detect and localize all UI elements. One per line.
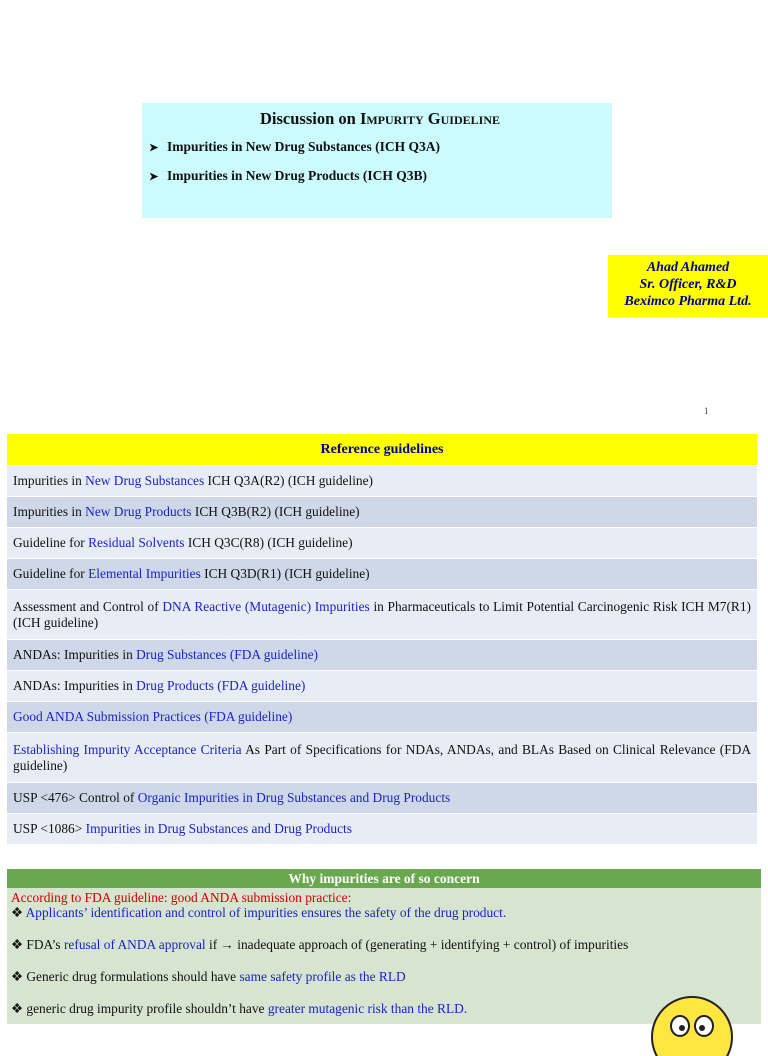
reference-row (7, 813, 757, 844)
reference-row-text (13, 678, 751, 694)
reference-row (7, 558, 757, 589)
concern-point-text: if → inadequate approach of (generating + identifying + control) of impurities (205, 937, 629, 952)
reference-link[interactable]: Drug Substances (FDA guideline) (136, 647, 318, 663)
reference-row-text (13, 709, 751, 725)
title-prefix: Discussion on (259, 109, 360, 128)
concern-intro: According to FDA guideline: good ANDA submission practice: (11, 890, 352, 905)
reference-link[interactable]: Impurities in Drug Substances and Drug Products (85, 821, 352, 837)
slide-title (148, 109, 612, 129)
reference-row-text (13, 566, 751, 582)
reference-row (7, 589, 757, 639)
bullet-text: Impurities in New Drug Products (ICH Q3B) (167, 168, 428, 183)
reference-row-text (13, 647, 751, 663)
diamond-bullet-icon: ❖ (11, 1001, 24, 1016)
reference-text: Guideline for (13, 566, 89, 582)
reference-text: ANDAs: Impurities in (13, 678, 137, 694)
reference-link[interactable]: New Drug Products (85, 504, 192, 520)
reference-row (7, 701, 757, 732)
concern-point-text: Applicants’ identification and control of impurities ensures the safety of the drug product. (25, 905, 507, 920)
concern-point (11, 969, 757, 984)
reference-text: ICH Q3A(R2) (ICH guideline) (204, 473, 374, 489)
reference-text: Assessment and Control of (13, 599, 163, 614)
reference-row-text (13, 599, 751, 630)
concern-point (11, 937, 757, 952)
reference-row (7, 496, 757, 527)
concern-header: Why impurities are of so concern (7, 869, 761, 888)
reference-link[interactable]: New Drug Substances (85, 473, 205, 489)
reference-text: Guideline for (13, 535, 89, 551)
reference-row (7, 527, 757, 558)
bullet-item (148, 168, 612, 184)
arrow-bullet-icon: ➤ (149, 141, 159, 154)
title-box (142, 103, 612, 218)
diamond-bullet-icon: ❖ (11, 969, 24, 984)
reference-link[interactable]: Good ANDA Submission Practices (FDA guideline) (13, 709, 293, 725)
author-box (608, 255, 768, 317)
concern-point-text: Generic drug formulations should have (26, 969, 240, 984)
reference-text: ICH Q3C(R8) (ICH guideline) (184, 535, 353, 551)
title-smallcaps: Impurity Guideline (359, 109, 500, 128)
reference-row (7, 639, 757, 670)
reference-text: Impurities in (13, 473, 86, 489)
concern-point-highlight: same safety profile as the RLD (239, 969, 406, 984)
arrow-bullet-icon: ➤ (149, 170, 159, 183)
reference-row (7, 465, 757, 496)
author-company: Beximco Pharma Ltd. (624, 294, 752, 309)
reference-row-text (13, 473, 751, 489)
diamond-bullet-icon: ❖ (11, 937, 24, 952)
diamond-bullet-icon: ❖ (11, 905, 24, 920)
bullet-text: Impurities in New Drug Substances (ICH Q3A) (167, 139, 441, 154)
reference-row-text (13, 821, 751, 837)
concern-panel (7, 869, 761, 1024)
reference-row-text (13, 742, 751, 773)
reference-row (7, 670, 757, 701)
reference-row-text (13, 504, 751, 520)
reference-text: Impurities in (13, 504, 86, 520)
concern-body (7, 888, 761, 1035)
reference-row (7, 782, 757, 813)
reference-link[interactable]: Elemental Impurities (88, 566, 201, 582)
reference-link[interactable]: DNA Reactive (Mutagenic) Impurities (162, 599, 370, 614)
concern-point-highlight: greater mutagenic risk than the RLD. (267, 1001, 468, 1016)
reference-text: USP <1086> (13, 821, 86, 837)
author-name: Ahad Ahamed (646, 260, 730, 275)
reference-rows (7, 465, 757, 844)
page-number: 1 (704, 406, 709, 416)
bullet-item (148, 139, 612, 155)
reference-text: ANDAs: Impurities in (13, 647, 137, 663)
author-position: Sr. Officer, R&D (639, 277, 737, 292)
concern-point (11, 1001, 757, 1016)
concern-point-highlight: refusal of ANDA approval (63, 937, 206, 952)
reference-text: USP <476> Control of (13, 790, 138, 806)
reference-link[interactable]: Residual Solvents (88, 535, 185, 551)
reference-header: Reference guidelines (7, 434, 757, 465)
reference-table (7, 434, 757, 844)
concern-point (11, 905, 757, 920)
smiley-face-icon (651, 996, 733, 1056)
reference-link[interactable]: Drug Products (FDA guideline) (136, 678, 306, 694)
concern-point-text: FDA’s (26, 937, 64, 952)
concern-point-text: generic drug impurity profile shouldn’t have (26, 1001, 268, 1016)
reference-text: in Pharmaceuticals to Limit Potential Carcinogenic Risk ICH M7(R1) (ICH guideline) (13, 599, 751, 630)
reference-row-text (13, 535, 751, 551)
reference-row-text (13, 790, 751, 806)
reference-link[interactable]: Organic Impurities in Drug Substances and Drug Products (137, 790, 451, 806)
reference-text: ICH Q3B(R2) (ICH guideline) (191, 504, 360, 520)
reference-row (7, 732, 757, 782)
reference-text: ICH Q3D(R1) (ICH guideline) (200, 566, 370, 582)
reference-link[interactable]: Establishing Impurity Acceptance Criteria (13, 742, 242, 757)
reference-text: As Part of Specifications for NDAs, ANDAs, and BLAs Based on Clinical Relevance (FDA guideline) (13, 742, 752, 773)
